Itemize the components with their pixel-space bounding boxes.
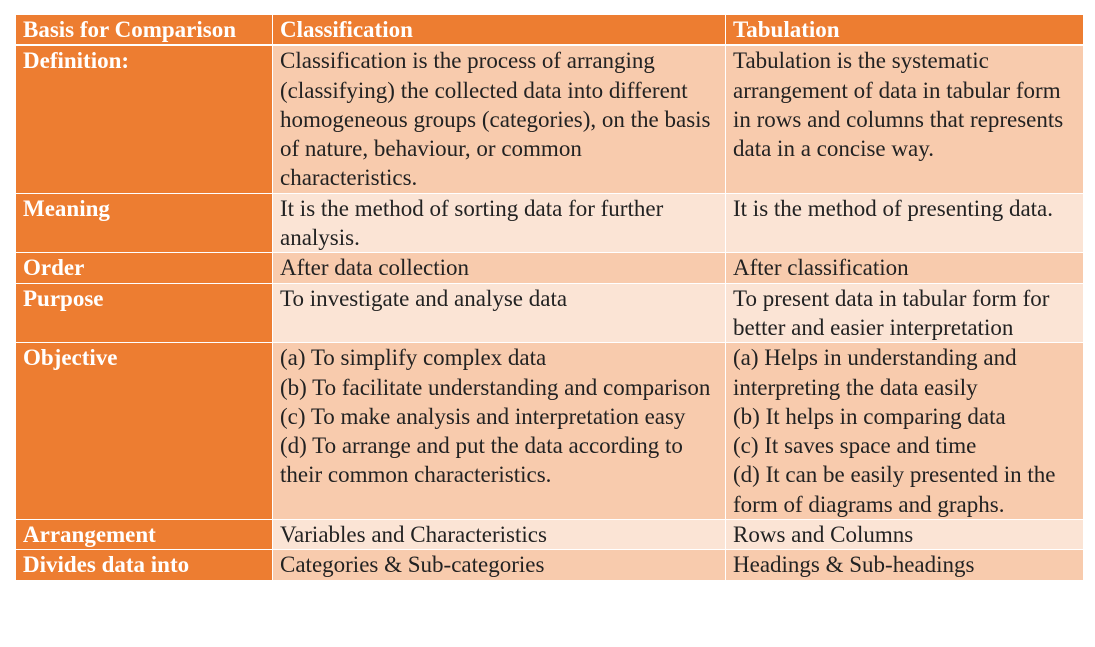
classification-text: Categories & Sub-categories [280,552,545,578]
row-label: Definition: [16,45,273,193]
row-label: Arrangement [16,520,273,550]
cell-classification [273,550,726,580]
row-label: Divides data into [16,550,273,580]
row-label: Meaning [16,193,273,253]
tabulation-text: To present data in tabular form for better and easier interpretation [733,285,1050,340]
header-classification: Classification [273,15,726,46]
tabulation-text: (d) It can be easily presented in the form of diagrams and graphs. [733,462,1056,517]
cell-classification [273,283,726,343]
table-row [16,253,1084,283]
cell-tabulation [726,343,1084,520]
table-body [16,45,1084,580]
table-header-row [16,15,1084,46]
classification-text: To investigate and analyse data [280,285,568,311]
cell-classification [273,343,726,520]
tabulation-text: Tabulation is the systematic arrangement of data in tabular form in rows and columns that represents data in a concise way. [733,48,1064,162]
cell-classification [273,520,726,550]
tabulation-text: (b) It helps in comparing data [733,403,1006,429]
row-label: Order [16,253,273,283]
classification-text: (b) To facilitate understanding and comparison [280,374,711,400]
cell-classification [273,253,726,283]
tabulation-text: (a) Helps in understanding and interpreting the data easily [733,345,1017,400]
table-row [16,550,1084,580]
cell-tabulation [726,253,1084,283]
tabulation-text: It is the method of presenting data. [733,195,1054,221]
tabulation-text: Rows and Columns [733,522,914,548]
classification-text: Variables and Characteristics [280,522,547,548]
tabulation-text: Headings & Sub-headings [733,552,975,578]
cell-tabulation [726,520,1084,550]
cell-classification [273,193,726,253]
classification-text: (d) To arrange and put the data according to their common characteristics. [280,433,683,488]
classification-text: It is the method of sorting data for further analysis. [280,195,664,251]
table-row [16,283,1084,343]
classification-text: (a) To simplify complex data [280,345,547,371]
comparison-table [15,14,1084,581]
classification-text: Classification is the process of arranging (classifying) the collected data into different homogeneous groups (categories), on the basis of nature, behaviour, or common characteristics. [280,48,711,191]
row-label: Objective [16,343,273,520]
cell-tabulation [726,193,1084,253]
tabulation-text: After classification [733,255,909,281]
cell-tabulation [726,550,1084,580]
header-basis: Basis for Comparison [16,15,273,46]
classification-text: After data collection [280,255,470,281]
cell-classification [273,45,726,193]
tabulation-text: (c) It saves space and time [733,433,977,459]
cell-tabulation [726,283,1084,343]
table-row [16,343,1084,520]
row-label: Purpose [16,283,273,343]
table-row [16,520,1084,550]
header-tabulation: Tabulation [726,15,1084,46]
table-row [16,45,1084,193]
classification-text: (c) To make analysis and interpretation easy [280,403,686,429]
table-row [16,193,1084,253]
cell-tabulation [726,45,1084,193]
